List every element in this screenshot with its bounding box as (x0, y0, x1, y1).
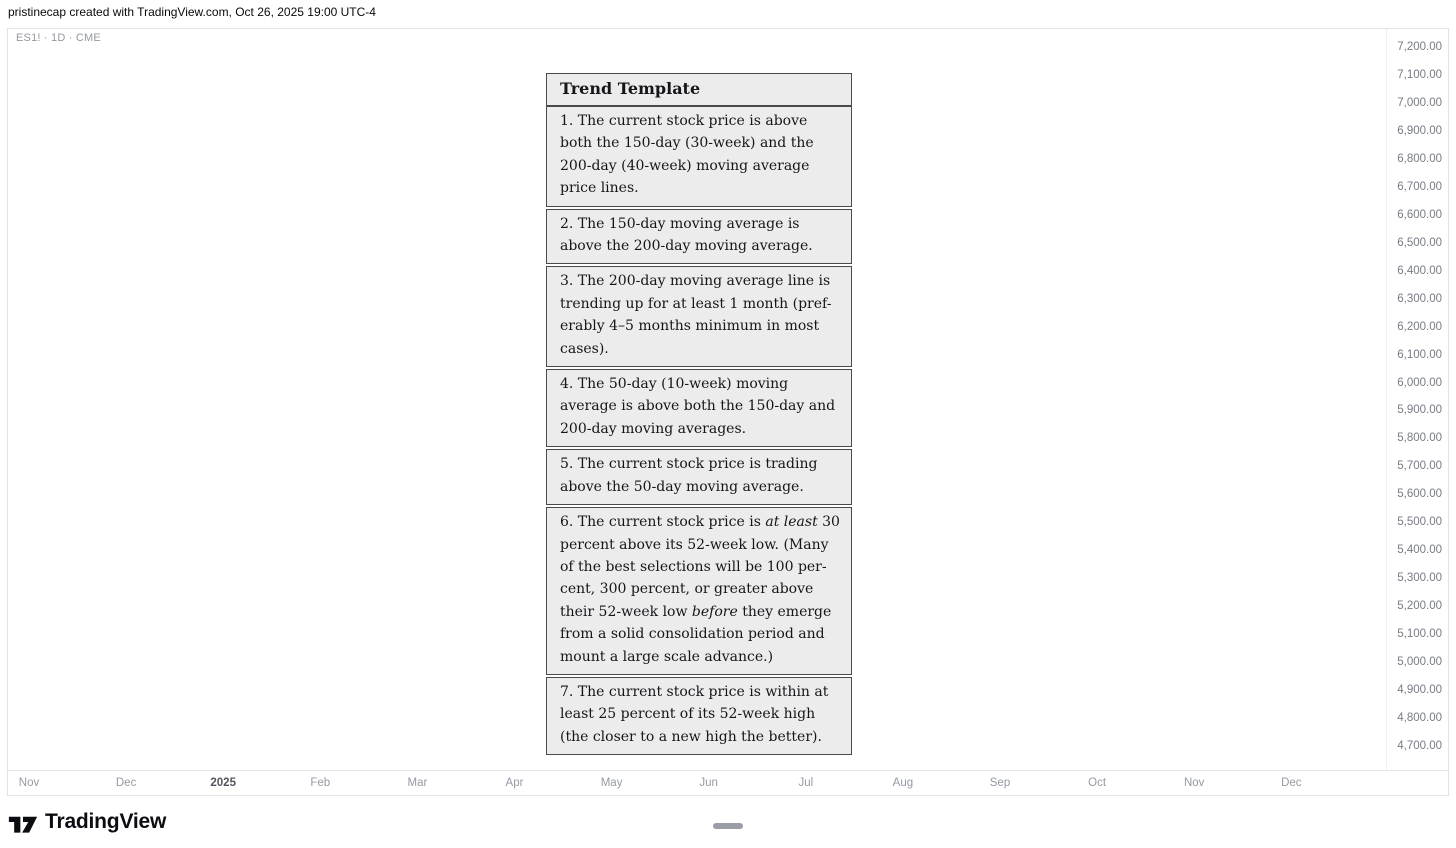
price-label: 5,700.00 (1397, 460, 1442, 473)
price-label: 5,800.00 (1397, 432, 1442, 445)
trend-template-line: trending up for at least 1 month (pref- (560, 295, 832, 312)
chart-area (7, 28, 1449, 796)
trend-template-line: their 52-week low before they emerge (560, 603, 832, 620)
price-label: 6,000.00 (1397, 376, 1442, 389)
price-label: 6,800.00 (1397, 152, 1442, 165)
trend-template-line: 4. The 50-day (10-week) moving (560, 376, 789, 393)
trend-template-line: from a solid consolidation period and (560, 626, 825, 643)
price-label: 4,700.00 (1397, 740, 1442, 752)
trend-template-row (546, 106, 852, 207)
price-axis[interactable] (1386, 29, 1448, 770)
time-label: Dec (1281, 777, 1302, 789)
footer-bar (0, 796, 1456, 848)
trend-template-line: of the best selections will be 100 per- (560, 558, 827, 575)
price-label: 6,700.00 (1397, 180, 1442, 193)
price-label: 5,100.00 (1397, 628, 1442, 641)
trend-template-line: both the 150-day (30-week) and the (560, 135, 814, 152)
price-label: 6,100.00 (1397, 348, 1442, 361)
time-label: Nov (1183, 777, 1205, 789)
time-label: Dec (115, 777, 137, 789)
trend-template-row (546, 449, 852, 505)
time-label: Mar (407, 777, 428, 789)
price-label: 5,200.00 (1397, 600, 1442, 613)
tradingview-logo[interactable] (8, 809, 166, 835)
trend-template-line: erably 4–5 months minimum in most (560, 318, 820, 335)
trend-template-line: price lines. (560, 180, 639, 197)
time-label: 2025 (210, 777, 236, 789)
trend-template-line: 7. The current stock price is within at (560, 683, 829, 700)
price-label: 5,900.00 (1397, 404, 1442, 417)
price-label: 6,600.00 (1397, 208, 1442, 221)
trend-template-line: percent above its 52-week low. (Many (560, 536, 829, 553)
tradingview-logo-icon (8, 809, 38, 835)
scrollbar-handle[interactable] (713, 823, 743, 829)
trend-template-line: 3. The 200-day moving average line is (560, 273, 831, 290)
trend-template-line: average is above both the 150-day and (560, 398, 836, 415)
trend-template-table[interactable] (546, 73, 852, 755)
trend-template-row (546, 266, 852, 367)
trend-template-line: cent, 300 percent, or greater above (560, 581, 814, 598)
trend-template-rows (546, 106, 852, 755)
time-label: May (600, 777, 623, 789)
price-label: 5,300.00 (1397, 572, 1442, 585)
time-label: Aug (892, 777, 914, 789)
price-label: 7,200.00 (1397, 41, 1442, 53)
price-label: 6,400.00 (1397, 264, 1442, 277)
trend-template-line: 5. The current stock price is trading (560, 456, 818, 473)
price-label: 6,300.00 (1397, 292, 1442, 305)
trend-template-line: above the 50-day moving average. (560, 478, 804, 495)
price-label: 7,100.00 (1397, 68, 1442, 81)
time-label: Jun (699, 777, 718, 789)
trend-template-line: 200-day moving averages. (560, 420, 747, 437)
trend-template-row (546, 209, 852, 265)
price-label: 5,000.00 (1397, 656, 1442, 669)
time-axis[interactable] (8, 770, 1448, 795)
price-label: 5,500.00 (1397, 516, 1442, 529)
trend-template-line: 2. The 150-day moving average is (560, 215, 800, 232)
price-label: 6,200.00 (1397, 320, 1442, 333)
price-label: 5,600.00 (1397, 488, 1442, 501)
trend-template-line: least 25 percent of its 52-week high (560, 706, 816, 723)
price-label: 7,000.00 (1397, 96, 1442, 109)
trend-template-line: above the 200-day moving average. (560, 238, 813, 255)
time-label: Apr (505, 777, 524, 789)
time-label: Oct (1088, 777, 1107, 789)
price-label: 4,800.00 (1397, 712, 1442, 725)
time-label: Sep (989, 777, 1011, 789)
attribution-text: pristinecap created with TradingView.com, Oct 26, 2025 19:00 UTC-4 (8, 5, 376, 19)
price-label: 6,500.00 (1397, 236, 1442, 249)
time-label: Nov (18, 777, 40, 789)
trend-template-row (546, 507, 852, 675)
time-label: Feb (310, 777, 331, 789)
trend-template-title: Trend Template (546, 73, 852, 106)
price-label: 4,900.00 (1397, 684, 1442, 697)
price-label: 6,900.00 (1397, 124, 1442, 137)
price-label: 5,400.00 (1397, 544, 1442, 557)
trend-template-line: 6. The current stock price is at least 30 (560, 514, 840, 531)
trend-template-line: 200-day (40-week) moving average (560, 157, 810, 174)
symbol-legend[interactable]: ES1! · 1D · CME (16, 32, 101, 44)
trend-template-line: mount a large scale advance.) (560, 648, 774, 665)
tradingview-wordmark: TradingView (45, 810, 167, 833)
trend-template-row (546, 677, 852, 755)
trend-template-row (546, 369, 852, 447)
trend-template-line: 1. The current stock price is above (560, 113, 808, 129)
trend-template-line: (the closer to a new high the better). (560, 728, 822, 745)
trend-template-line: cases). (560, 340, 609, 357)
time-label: Jul (798, 777, 814, 789)
